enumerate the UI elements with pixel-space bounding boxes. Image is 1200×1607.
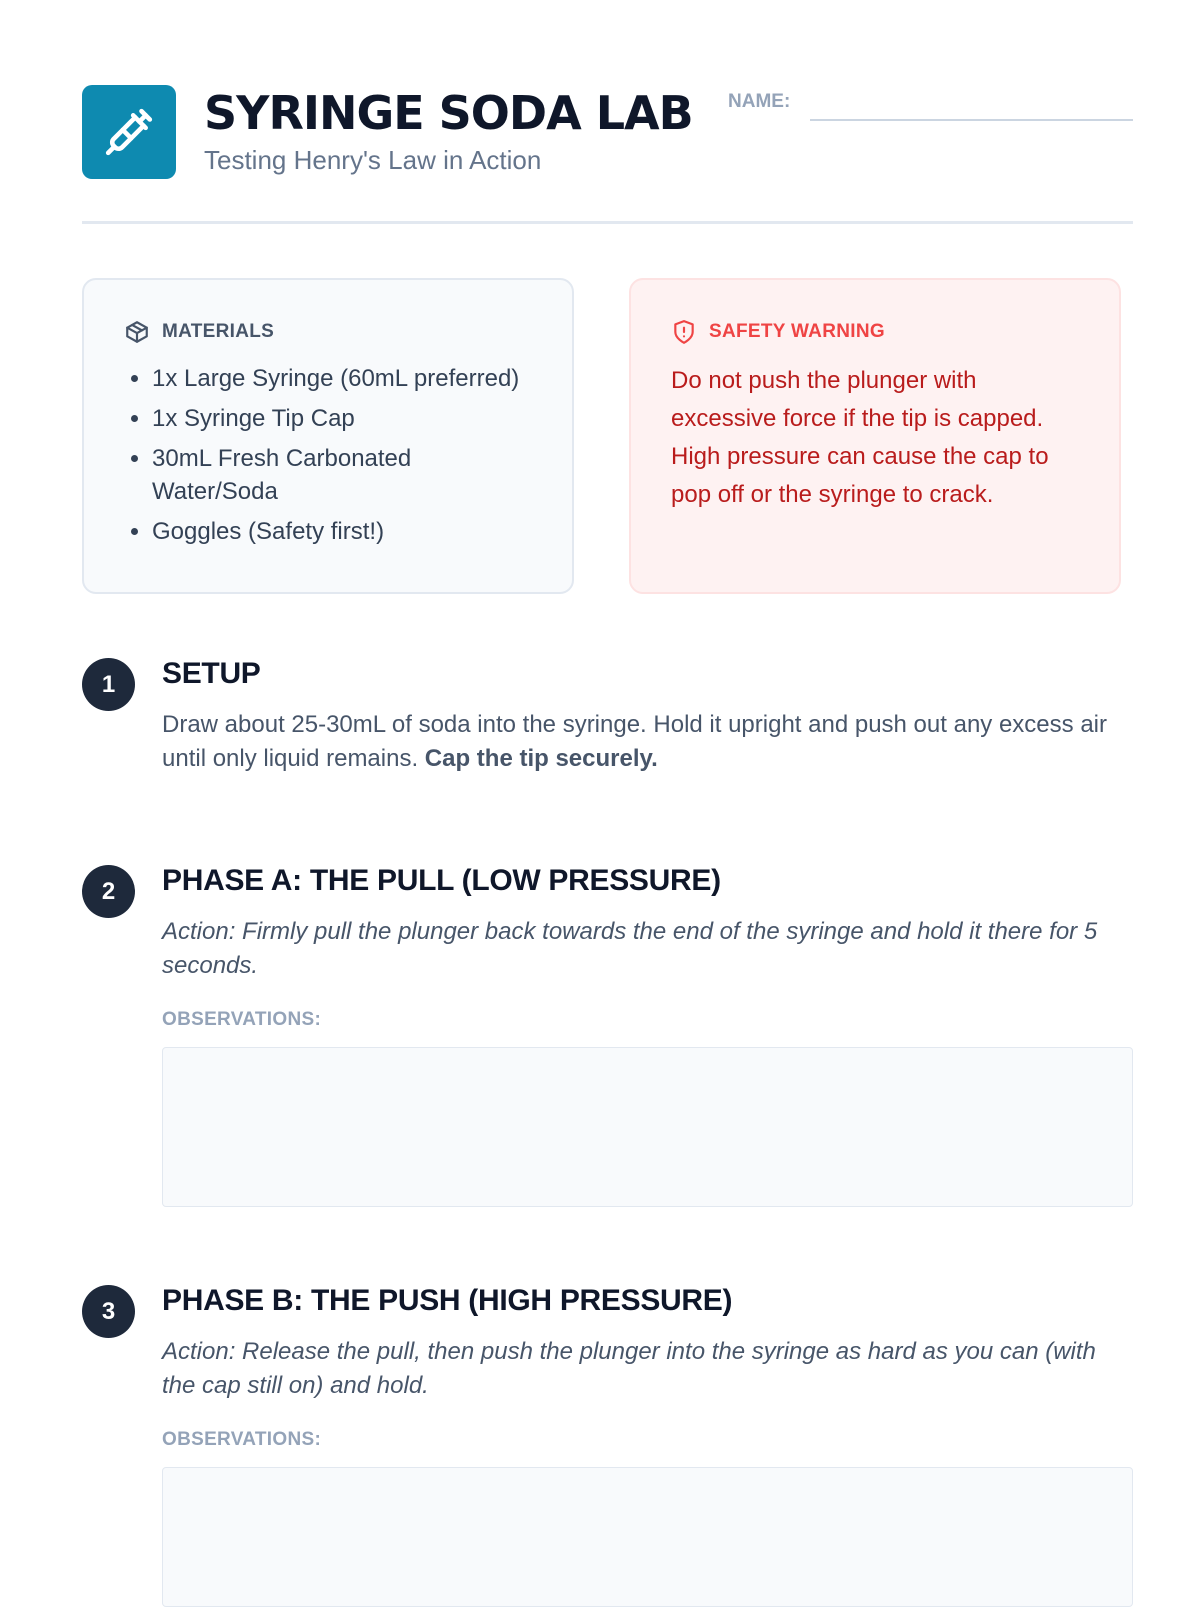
materials-list [124, 362, 532, 548]
step-instructions-text: Draw about 25-30mL of soda into the syringe. Hold it upright and push out any excess air until only liquid remains. [162, 711, 1107, 772]
step-number-badge: 3 [82, 1285, 135, 1338]
materials-card [82, 278, 574, 594]
warning-text: Do not push the plunger with excessive force if the tip is capped. High pressure can cause the cap to pop off or the syringe to crack. [671, 367, 1049, 508]
observations-label: OBSERVATIONS: [162, 1429, 322, 1450]
step-instructions: Action: Firmly pull the plunger back towards the end of the syringe and hold it there for 5 seconds. [162, 918, 1098, 979]
name-label: NAME: [728, 91, 791, 112]
step-number-badge: 2 [82, 865, 135, 918]
step-title: SETUP [162, 657, 261, 690]
name-field[interactable] [810, 119, 1133, 121]
page-title: SYRINGE SODA LAB [204, 86, 693, 140]
box-icon [124, 319, 150, 345]
step-instructions-bold: Cap the tip securely. [424, 745, 658, 772]
shield-alert-icon [671, 319, 697, 345]
observations-field[interactable] [162, 1047, 1133, 1207]
step-number-badge: 1 [82, 658, 135, 711]
warning-heading [671, 320, 1079, 344]
header-divider [82, 221, 1133, 224]
materials-heading-label: MATERIALS [162, 321, 275, 342]
page-subtitle: Testing Henry's Law in Action [204, 145, 542, 175]
list-item: • 1x Large Syringe (60mL preferred) [152, 362, 532, 395]
observations-label: OBSERVATIONS: [162, 1009, 322, 1030]
list-item: • Goggles (Safety first!) [152, 515, 532, 548]
step-title: PHASE A: THE PULL (LOW PRESSURE) [162, 864, 721, 897]
header [82, 85, 1133, 225]
list-item: • 30mL Fresh Carbonated Water/Soda [152, 442, 452, 508]
list-item: • 1x Syringe Tip Cap [152, 402, 532, 435]
safety-warning-card [629, 278, 1121, 594]
step-instructions: Action: Release the pull, then push the plunger into the syringe as hard as you can (with the cap still on) and hold. [162, 1338, 1096, 1399]
step-title: PHASE B: THE PUSH (HIGH PRESSURE) [162, 1284, 733, 1317]
warning-heading-label: SAFETY WARNING [709, 321, 885, 342]
observations-field[interactable] [162, 1467, 1133, 1607]
step-instructions [162, 708, 1133, 776]
syringe-icon [82, 85, 176, 179]
materials-heading [124, 320, 532, 344]
